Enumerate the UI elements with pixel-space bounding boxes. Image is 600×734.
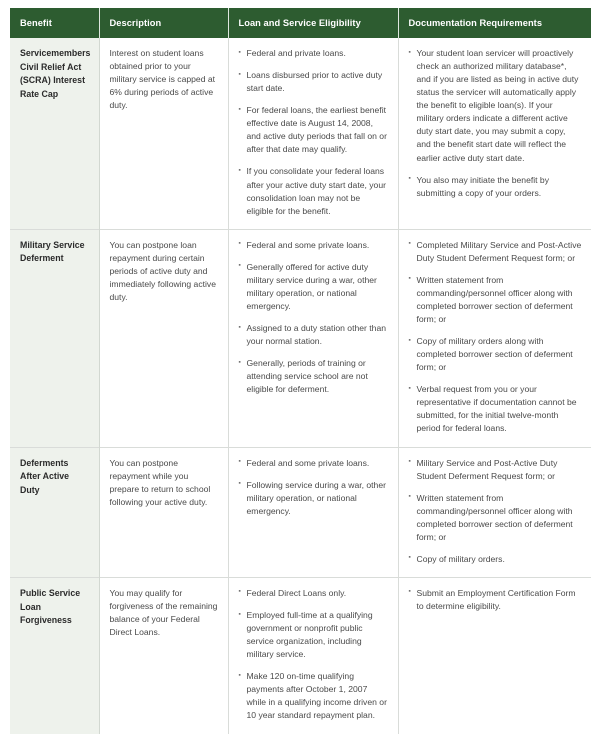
benefit-description-cell [99, 447, 228, 577]
benefit-name-cell [10, 38, 99, 229]
list-item: ▪ Employed full-time at a qualifying government or nonprofit public service organization, including military service. [239, 609, 389, 661]
benefit-eligibility-cell [228, 577, 398, 733]
list-item: ▪ Military Service and Post-Active Duty Student Deferment Request form; or [409, 457, 583, 483]
benefit-eligibility-cell [228, 447, 398, 577]
list-item: ▪ Federal and some private loans. [239, 457, 389, 470]
benefit-description: You may qualify for forgiveness of the remaining balance of your Federal Direct Loans. [109, 587, 218, 638]
column-header-documentation: Documentation Requirements [398, 8, 591, 38]
column-header-description: Description [99, 8, 228, 38]
list-item: ▪ Written statement from commanding/personnel officer along with completed borrower section of deferment form; or [409, 274, 583, 326]
benefit-documentation-cell [398, 577, 591, 733]
benefit-name: Deferments After Active Duty [20, 457, 70, 495]
list-item: ▪ If you consolidate your federal loans after your active duty start date, your consolidation loan may not be eligible for the benefit. [239, 165, 389, 217]
benefit-name: Public Service Loan Forgiveness [20, 587, 81, 626]
table-header-row [10, 8, 591, 38]
table-row [10, 229, 591, 447]
eligibility-list [239, 239, 389, 397]
benefit-name-cell [10, 577, 99, 733]
benefit-name: Servicemembers Civil Relief Act (SCRA) Interest Rate Cap [20, 48, 91, 99]
eligibility-list [239, 47, 389, 218]
list-item: ▪ Federal Direct Loans only. [239, 587, 389, 600]
benefit-documentation-cell [398, 447, 591, 577]
table-row [10, 577, 591, 733]
list-item: ▪ You also may initiate the benefit by submitting a copy of your orders. [409, 174, 583, 200]
list-item: ▪ Federal and some private loans. [239, 239, 389, 252]
list-item: ▪ Federal and private loans. [239, 47, 389, 60]
list-item: ▪ Written statement from commanding/personnel officer along with completed borrower section of deferment form; or [409, 492, 583, 544]
documentation-list [409, 587, 583, 613]
table-row [10, 447, 591, 577]
table-body [10, 38, 591, 734]
list-item: ▪ Make 120 on-time qualifying payments after October 1, 2007 while in a qualifying income driven or 10 year standard repayment plan. [239, 670, 389, 722]
table-row [10, 38, 591, 229]
list-item: ▪ Your student loan servicer will proactively check an authorized military database*, and if you are listed as being in active duty status the servicer will automatically apply the benefit to eligible loan(s). If your military orders indicate a different active duty start date, you may submit a copy, and the benefit start date will reflect the earlier active duty start date. [409, 47, 583, 165]
documentation-list [409, 457, 583, 566]
list-item: ▪ Assigned to a duty station other than your normal station. [239, 322, 389, 348]
table-header [10, 8, 591, 38]
benefit-description-cell [99, 38, 228, 229]
benefit-name-cell [10, 447, 99, 577]
benefit-description-cell [99, 577, 228, 733]
list-item: ▪ Generally offered for active duty military service during a war, other military operation, or national emergency. [239, 261, 389, 313]
list-item: ▪ Submit an Employment Certification Form to determine eligibility. [409, 587, 583, 613]
benefit-description: Interest on student loans obtained prior to your military service is capped at 6% during periods of active duty. [109, 48, 216, 111]
benefit-description: You can postpone loan repayment during certain periods of active duty and immediately following active duty. [109, 239, 217, 302]
list-item: ▪ Loans disbursed prior to active duty start date. [239, 69, 389, 95]
benefit-eligibility-cell [228, 38, 398, 229]
list-item: ▪ Completed Military Service and Post-Active Duty Student Deferment Request form; or [409, 239, 583, 265]
list-item: ▪ Copy of military orders. [409, 553, 583, 566]
eligibility-list [239, 457, 389, 518]
list-item: ▪ Verbal request from you or your representative if documentation cannot be submitted, for the initial twelve-month period for federal loans. [409, 383, 583, 435]
benefit-eligibility-cell [228, 229, 398, 447]
documentation-list [409, 239, 583, 436]
benefit-documentation-cell [398, 38, 591, 229]
documentation-list [409, 47, 583, 200]
benefit-description: You can postpone repayment while you prepare to return to school following your active duty. [109, 457, 211, 507]
benefit-description-cell [99, 229, 228, 447]
column-header-eligibility: Loan and Service Eligibility [228, 8, 398, 38]
column-header-benefit: Benefit [10, 8, 99, 38]
benefit-documentation-cell [398, 229, 591, 447]
benefits-table [10, 8, 591, 734]
eligibility-list [239, 587, 389, 723]
benefit-name: Military Service Deferment [20, 239, 85, 264]
list-item: ▪ Following service during a war, other military operation, or national emergency. [239, 479, 389, 518]
list-item: ▪ For federal loans, the earliest benefit effective date is August 14, 2008, and active duty periods that fall on or after that date may qualify. [239, 104, 389, 156]
list-item: ▪ Generally, periods of training or attending service school are not eligible for deferment. [239, 357, 389, 396]
benefit-name-cell [10, 229, 99, 447]
list-item: ▪ Copy of military orders along with completed borrower section of deferment form; or [409, 335, 583, 374]
